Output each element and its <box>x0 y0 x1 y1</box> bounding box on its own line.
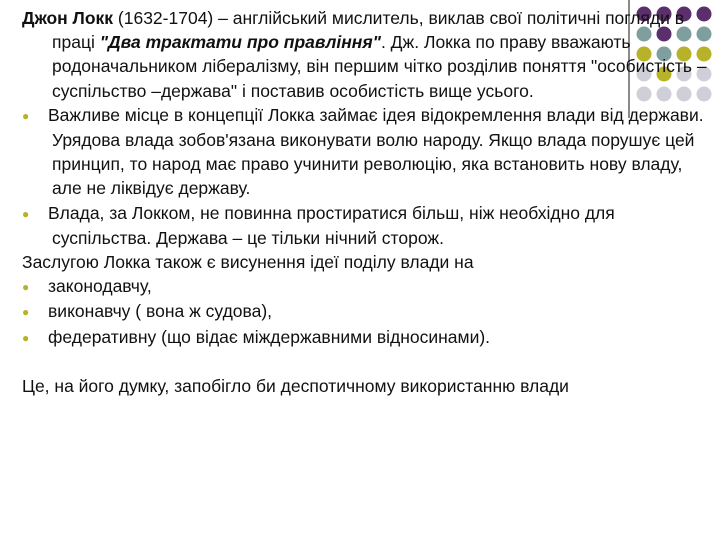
slide-text <box>22 6 712 398</box>
work-title: "Два трактати про правління" <box>99 32 381 53</box>
list-item-text: федеративну (що відає міждержавними відносинами). <box>48 326 491 347</box>
list-item <box>22 299 712 324</box>
list-item-text: законодавчу, <box>48 276 152 297</box>
list-item <box>22 201 712 250</box>
author-name: Джон Локк <box>22 8 114 28</box>
list-item <box>22 103 712 201</box>
bullet-dot-icon: ● <box>22 206 30 221</box>
list-item <box>22 274 712 299</box>
list-item-text: виконавчу ( вона ж судова), <box>48 301 273 322</box>
intro-rest: . Дж. Локка по праву вважають родоначальником лібералізму, він першим чітко розділив поняття "особистість – суспільство –держава" і поставив особистість вище усього. <box>52 32 707 101</box>
bullet-dot-icon: ● <box>22 280 30 295</box>
bullet-dot-icon: ● <box>22 305 30 320</box>
merit-paragraph: Заслугою Локка також є висунення ідеї поділу влади на <box>22 252 474 273</box>
intro-paragraph <box>22 6 712 103</box>
bullet-dot-icon: ● <box>22 108 30 123</box>
bullet-dot-icon: ● <box>22 330 30 345</box>
conclusion-paragraph: Це, на його думку, запобігло би деспотичному використанню влади <box>22 375 569 396</box>
author-years: (1632-1704) – англійський мислитель, виклав свої політичні погляди в праці <box>52 8 685 53</box>
list-item-text: Важливе місце в концепції Локка займає ідея відокремлення влади від держави. Урядова влада зобов'язана виконувати волю народу. Якщо влада порушує цей принцип, то народ має право учинити революцію, яка встановить нову владу, але не ліквідує державу. <box>48 104 704 199</box>
list-item <box>22 325 712 350</box>
list-item-text: Влада, за Локком, не повинна простиратися більш, ніж необхідно для суспільства. Держава – це тільки нічний сторож. <box>48 202 615 248</box>
